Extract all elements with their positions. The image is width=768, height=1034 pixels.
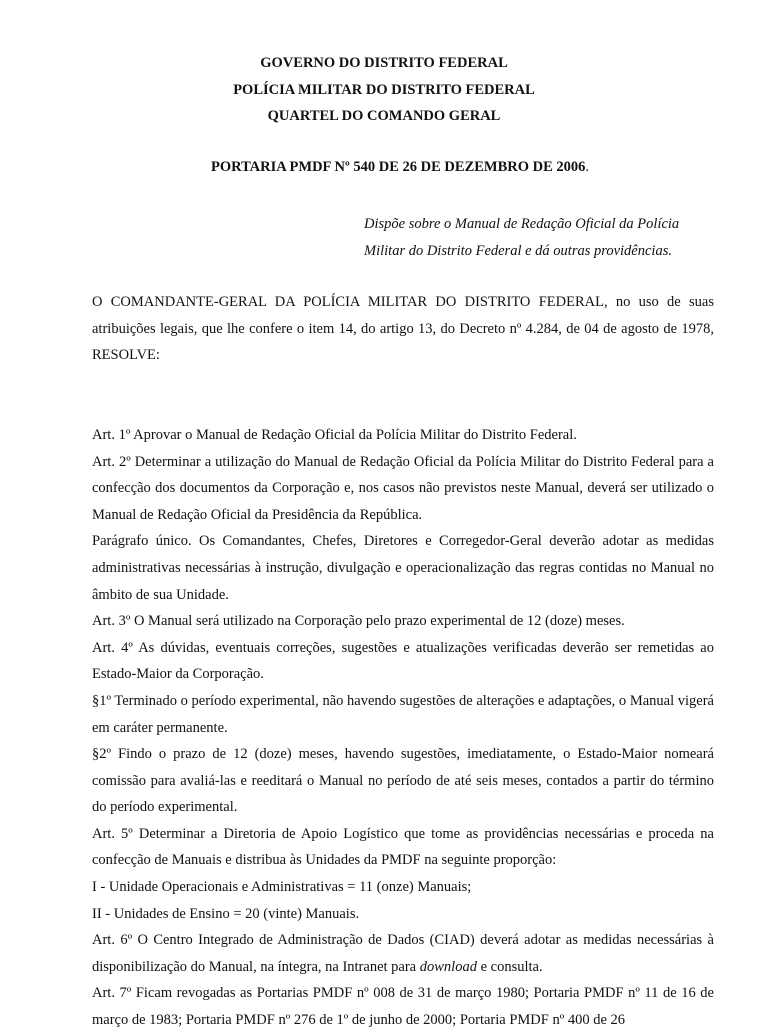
item-2: II - Unidades de Ensino = 20 (vinte) Manuais. (92, 905, 360, 922)
item-1: I - Unidade Operacionais e Administrativas = 11 (onze) Manuais; (92, 879, 472, 896)
spacer (92, 369, 714, 422)
article-7: Art. 7º Ficam revogadas as Portarias PMDF nº 008 de 31 de março 1980; Portaria PMDF nº 11 de 16 de março de 1983; Portaria PMDF nº 276 de 1º de junho de 2000; Portaria PMDF nº 400 de 26 (92, 985, 714, 1029)
portaria-title (0, 159, 768, 176)
document-header (0, 50, 768, 130)
header-government: GOVERNO DO DISTRITO FEDERAL (260, 55, 508, 71)
article-6-text: Art. 6º O Centro Integrado de Administração de Dados (CIAD) deverá adotar as medidas necessárias à disponibilização do Manual, na íntegra, na Intranet para (92, 932, 714, 975)
article-6 (92, 927, 714, 980)
article-6-end: e consulta. (476, 958, 543, 975)
ementa-line-2: Militar do Distrito Federal e dá outras providências. (364, 243, 672, 259)
article-4: Art. 4º As dúvidas, eventuais correções, sugestões e atualizações verificadas deverão ser remetidas ao Estado-Maior da Corporação. (92, 639, 714, 683)
ementa (364, 211, 744, 265)
paragraph-2: §2º Findo o prazo de 12 (doze) meses, havendo sugestões, imediatamente, o Estado-Maior nomeará comissão para avaliá-las e reeditará o Manual no período de até seis meses, contados a partir do término do período experimental. (92, 746, 714, 816)
paragraph-1: §1º Terminado o período experimental, não havendo sugestões de alterações e adaptações, o Manual vigerá em caráter permanente. (92, 692, 714, 736)
article-1: Art. 1º Aprovar o Manual de Redação Oficial da Polícia Militar do Distrito Federal. (92, 426, 577, 443)
article-5: Art. 5º Determinar a Diretoria de Apoio Logístico que tome as providências necessárias e proceda na confecção de Manuais e distribua às Unidades da PMDF na seguinte proporção: (92, 825, 714, 869)
document-body (92, 289, 714, 1034)
preamble: O COMANDANTE-GERAL DA POLÍCIA MILITAR DO DISTRITO FEDERAL, no uso de suas atribuições legais, que lhe confere o item 14, do artigo 13, do Decreto nº 4.284, de 04 de agosto de 1978, RESOLVE: (92, 294, 714, 364)
article-3: Art. 3º O Manual será utilizado na Corporação pelo prazo experimental de 12 (doze) meses. (92, 613, 625, 630)
portaria-title-text: PORTARIA PMDF Nº 540 DE 26 DE DEZEMBRO DE 2006 (210, 159, 586, 175)
header-police: POLÍCIA MILITAR DO DISTRITO FEDERAL (233, 81, 535, 98)
article-2: Art. 2º Determinar a utilização do Manual de Redação Oficial da Polícia Militar do Distrito Federal para a confecção dos documentos da Corporação e, nos casos não previstos neste Manual, deverá ser utilizado o Manual de Redação Oficial da Presidência da República. (92, 453, 714, 523)
article-6-download: download (419, 958, 477, 975)
header-quartel: QUARTEL DO COMANDO GERAL (267, 108, 501, 124)
paragrafo-unico: Parágrafo único. Os Comandantes, Chefes, Diretores e Corregedor-Geral deverão adotar as medidas administrativas necessárias à instrução, divulgação e operacionalização das regras contidas no Manual no âmbito de sua Unidade. (92, 533, 714, 603)
portaria-title-period: . (585, 159, 590, 175)
ementa-line-1: Dispõe sobre o Manual de Redação Oficial da Polícia (364, 216, 680, 232)
